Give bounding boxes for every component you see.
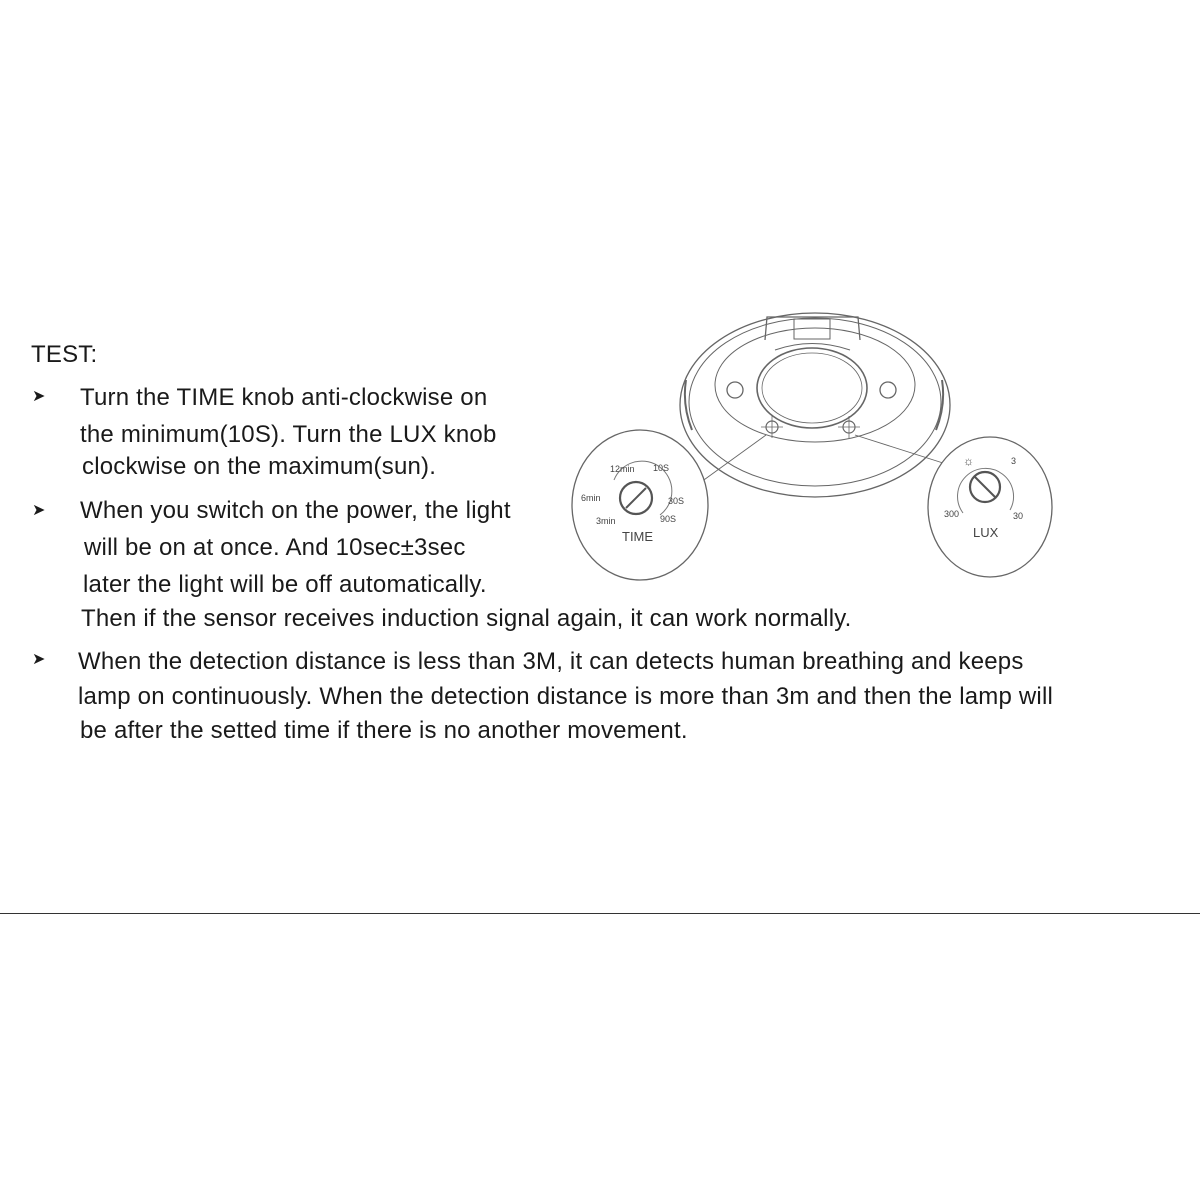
time-dial-title: TIME: [622, 529, 654, 544]
test-heading: TEST:: [31, 341, 98, 368]
lux-mark-3: 3: [1011, 456, 1017, 466]
bullet-2-line-4: Then if the sensor receives induction signal again, it can work normally.: [81, 605, 852, 632]
lux-dial-title: LUX: [973, 525, 999, 540]
time-dial: [572, 430, 708, 580]
sensor-diagram: [570, 305, 1070, 590]
lux-mark-30: 30: [1013, 511, 1024, 521]
sun-icon: ☼: [963, 454, 974, 468]
bullet-2-line-3: later the light will be off automatically.: [83, 571, 487, 598]
bullet-1-line-1: Turn the TIME knob anti-clockwise on: [80, 384, 488, 411]
sensor-lens: [757, 348, 867, 428]
time-mark-10s: 10S: [653, 463, 670, 473]
sensor-inner-ring: [715, 328, 915, 442]
lux-mark-300: 300: [944, 509, 960, 519]
time-mark-3min: 3min: [596, 516, 616, 526]
lux-dial: [928, 437, 1052, 577]
mount-hole-left: [727, 382, 743, 398]
mount-hole-right: [880, 382, 896, 398]
time-mark-12min: 12min: [610, 464, 635, 474]
bullet-1-marker-icon: ➤: [32, 388, 46, 405]
bullet-2-line-1: When you switch on the power, the light: [80, 497, 511, 524]
bullet-3-line-2: lamp on continuously. When the detection distance is more than 3m and then the lamp will: [78, 683, 1054, 710]
bullet-3-marker-icon: ➤: [32, 651, 46, 668]
time-mark-6min: 6min: [581, 493, 601, 503]
bottom-divider: [0, 913, 1200, 914]
sensor-body: [680, 313, 965, 497]
bullet-3-line-3: be after the setted time if there is no another movement.: [80, 717, 688, 744]
sensor-outer-ring: [680, 313, 950, 497]
bullet-1-line-2: the minimum(10S). Turn the LUX knob: [80, 421, 497, 448]
bullet-3-line-1: When the detection distance is less than 3M, it can detects human breathing and keeps: [78, 648, 1024, 675]
bullet-1-line-3: clockwise on the maximum(sun).: [82, 453, 437, 480]
bullet-2-marker-icon: ➤: [32, 502, 46, 519]
time-mark-90s: 90S: [660, 514, 677, 524]
time-mark-30s: 30S: [668, 496, 685, 506]
sensor-lens-inner: [762, 353, 862, 423]
bullet-2-line-2: will be on at once. And 10sec±3sec: [84, 534, 466, 561]
